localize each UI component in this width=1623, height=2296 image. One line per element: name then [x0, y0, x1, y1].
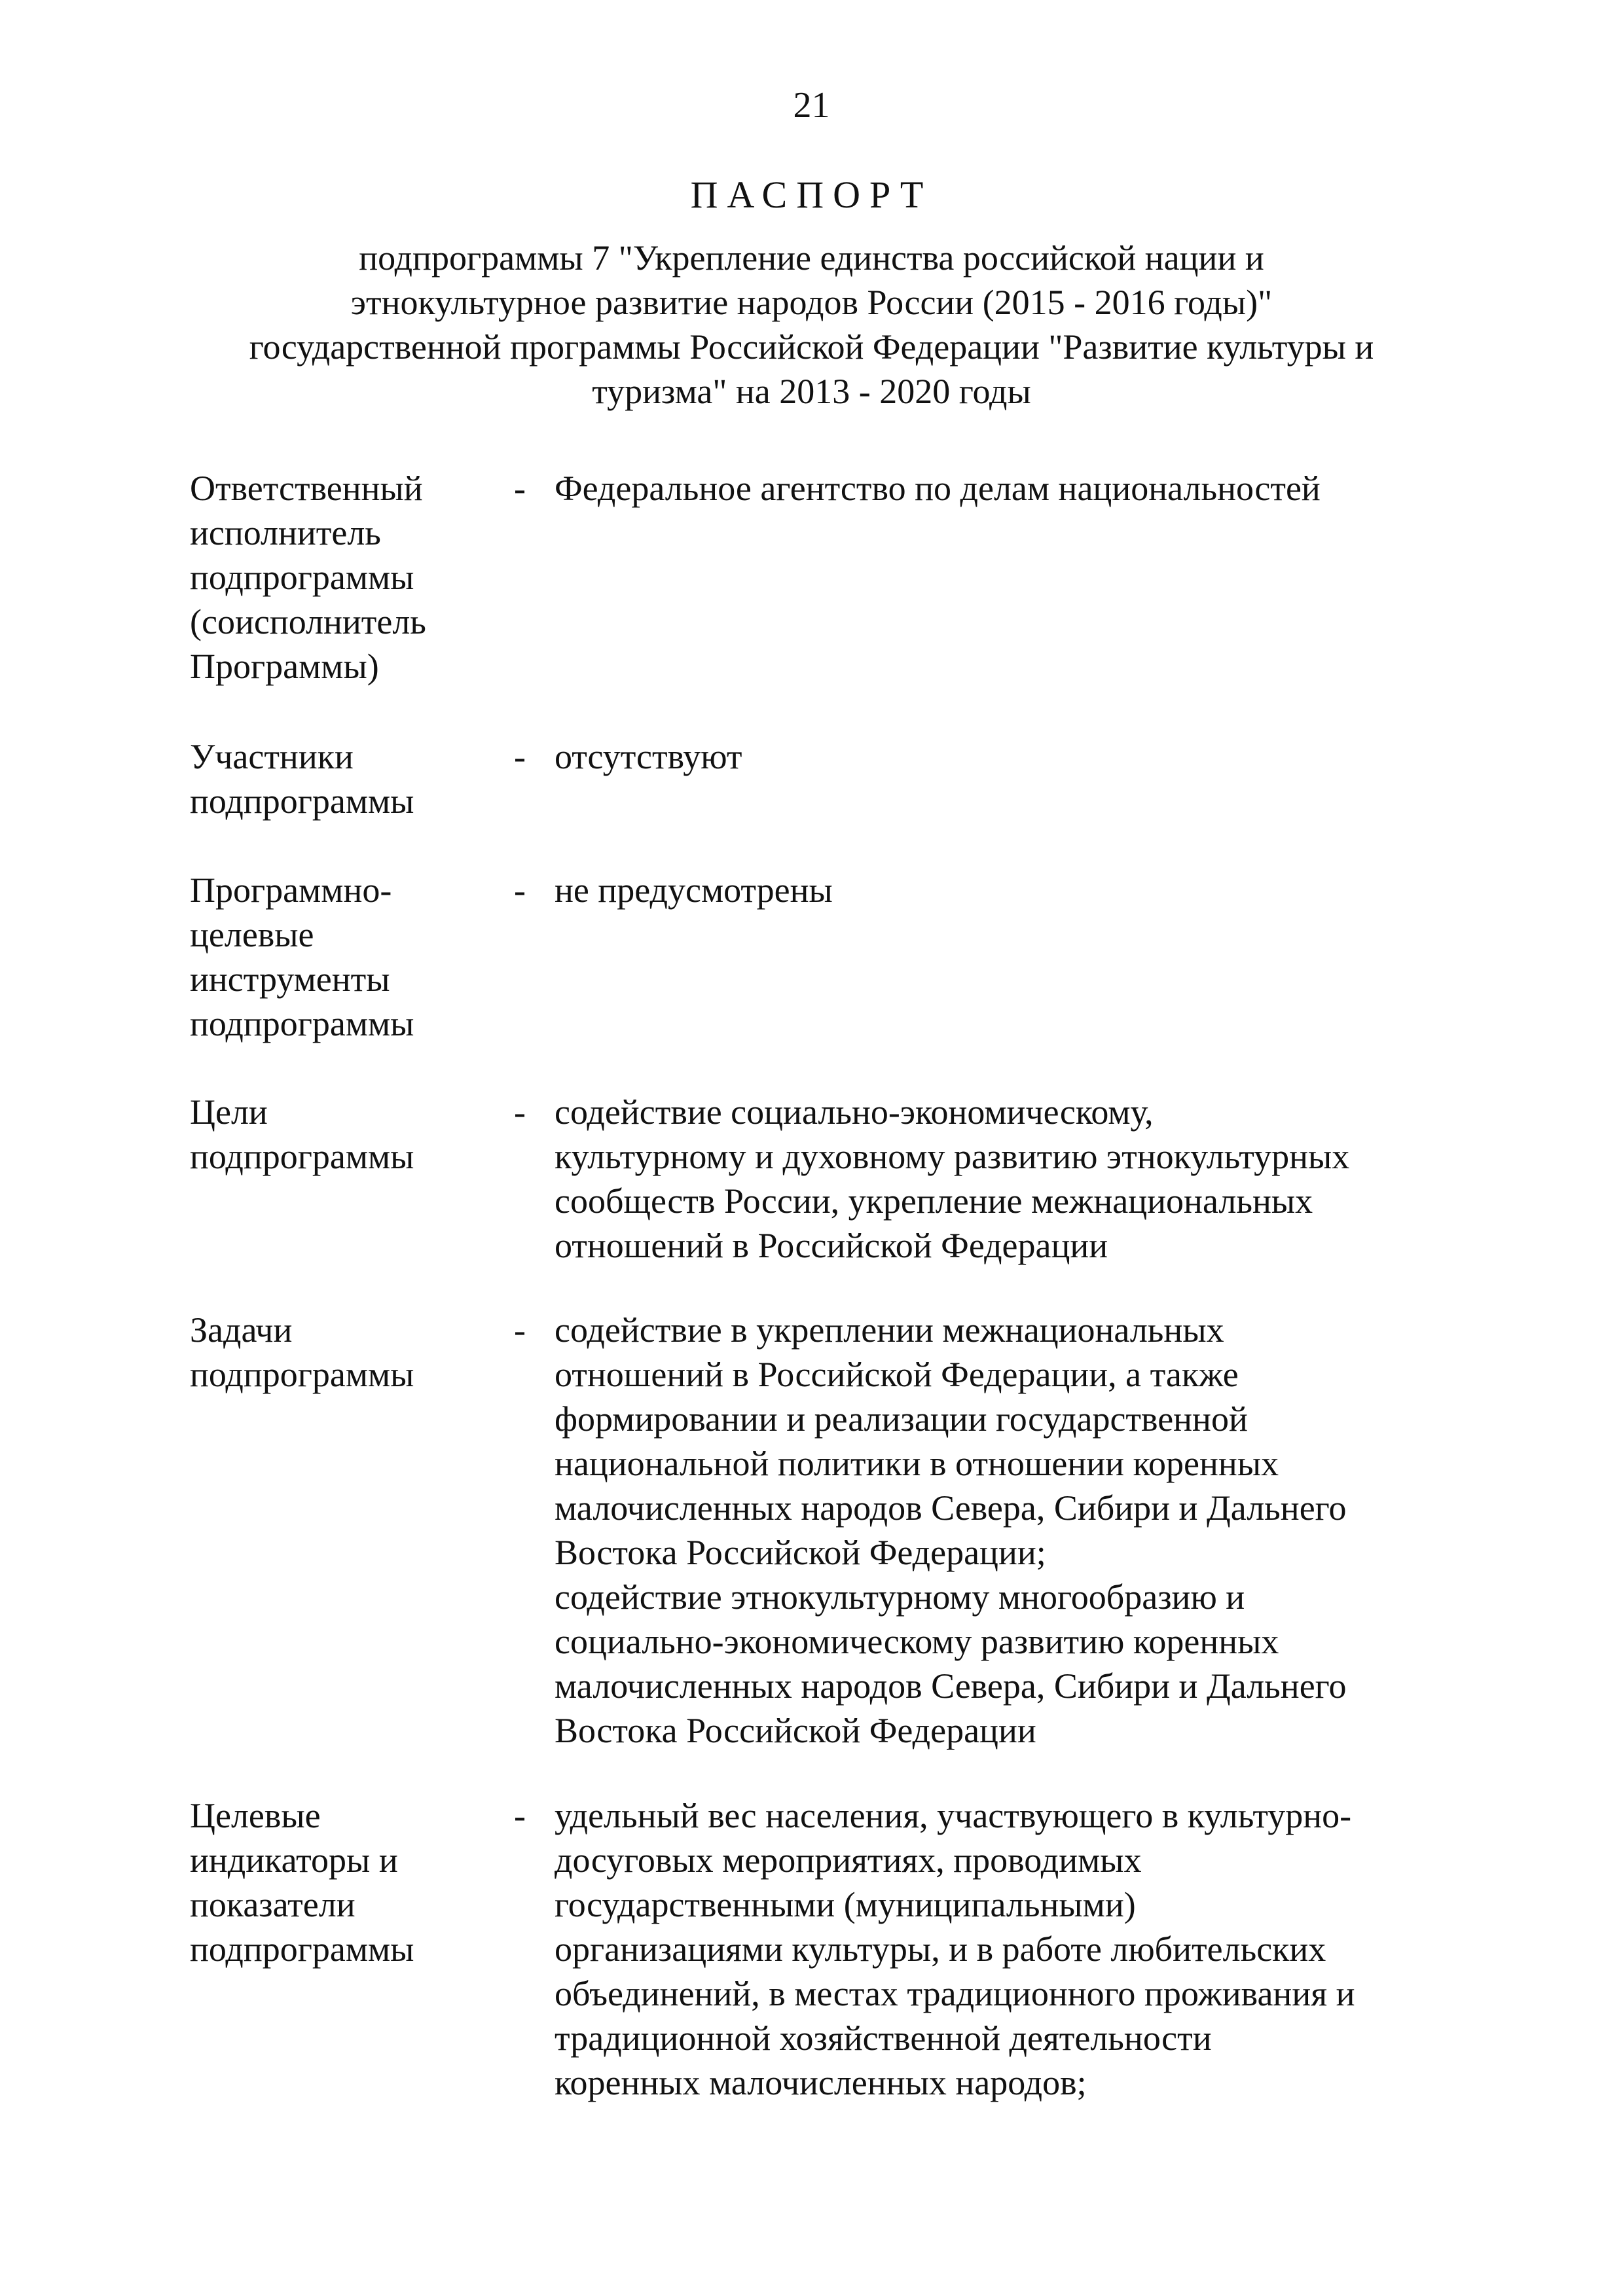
value-line: отношений в Российской Федерации, а также	[555, 1355, 1239, 1394]
label-line: Программы)	[190, 647, 379, 686]
row-label	[190, 1090, 491, 1179]
subtitle-line: подпрограммы 7 "Укрепление единства российской нации и	[359, 238, 1264, 278]
document-subtitle	[0, 236, 1623, 414]
label-line: Целевые	[190, 1796, 321, 1835]
label-line: Участники	[190, 737, 354, 776]
label-line: подпрограммы	[190, 1137, 414, 1176]
row-value	[555, 868, 1471, 912]
value-line: Федеральное агентство по делам национальностей	[555, 469, 1321, 508]
label-line: подпрограммы	[190, 558, 414, 597]
value-line: коренных малочисленных народов;	[555, 2063, 1087, 2102]
row-label	[190, 734, 491, 823]
document-title: ПАСПОРТ	[690, 173, 933, 216]
row-dash: -	[514, 469, 526, 508]
row-dash: -	[514, 870, 526, 910]
label-line: исполнитель	[190, 513, 381, 552]
label-line: индикаторы и	[190, 1840, 398, 1880]
value-line: досуговых мероприятиях, проводимых	[555, 1840, 1142, 1880]
value-line: сообществ России, укрепление межнациональных	[555, 1181, 1313, 1221]
page-number: 21	[793, 85, 830, 126]
value-line: отношений в Российской Федерации	[555, 1226, 1108, 1265]
value-line: государственными (муниципальными)	[555, 1885, 1136, 1924]
label-line: подпрограммы	[190, 1355, 414, 1394]
label-line: Цели	[190, 1092, 268, 1132]
value-line: культурному и духовному развитию этнокультурных	[555, 1137, 1350, 1176]
row-value	[555, 466, 1471, 511]
value-line: национальной политики в отношении коренных	[555, 1444, 1279, 1483]
label-line: подпрограммы	[190, 781, 414, 821]
row-label	[190, 1793, 491, 1971]
value-line: организациями культуры, и в работе любительских	[555, 1929, 1326, 1969]
row-value	[555, 1793, 1471, 2105]
value-line: удельный вес населения, участвующего в культурно-	[555, 1796, 1352, 1835]
value-line: не предусмотрены	[555, 870, 833, 910]
label-line: подпрограммы	[190, 1004, 414, 1043]
row-dash: -	[514, 1310, 526, 1350]
label-line: (соисполнитель	[190, 602, 426, 641]
label-line: инструменты	[190, 960, 390, 999]
value-line: отсутствуют	[555, 737, 742, 776]
subtitle-line: этнокультурное развитие народов России (2015 - 2016 годы)"	[350, 283, 1273, 322]
row-value	[555, 1090, 1471, 1268]
row-value	[555, 1308, 1471, 1753]
value-line: формировании и реализации государственной	[555, 1399, 1248, 1439]
row-dash: -	[514, 737, 526, 776]
label-line: показатели	[190, 1885, 356, 1924]
value-line: содействие социально-экономическому,	[555, 1092, 1154, 1132]
subtitle-line: государственной программы Российской Федерации "Развитие культуры и	[249, 327, 1374, 367]
row-label	[190, 1308, 491, 1397]
label-line: Задачи	[190, 1310, 293, 1350]
value-line: Востока Российской Федерации;	[555, 1533, 1046, 1572]
value-line: социально-экономическому развитию коренных	[555, 1622, 1279, 1661]
row-label	[190, 868, 491, 1046]
value-line: традиционной хозяйственной деятельности	[555, 2018, 1212, 2058]
value-line: малочисленных народов Севера, Сибири и Дальнего	[555, 1666, 1347, 1706]
value-line: Востока Российской Федерации	[555, 1711, 1036, 1750]
row-value	[555, 734, 1471, 779]
label-line: Ответственный	[190, 469, 423, 508]
value-line: содействие этнокультурному многообразию и	[555, 1577, 1245, 1617]
row-dash: -	[514, 1092, 526, 1132]
label-line: подпрограммы	[190, 1929, 414, 1969]
value-line: содействие в укреплении межнациональных	[555, 1310, 1224, 1350]
row-label	[190, 466, 491, 689]
label-line: Программно-	[190, 870, 392, 910]
subtitle-line: туризма" на 2013 - 2020 годы	[592, 372, 1031, 411]
value-line: объединений, в местах традиционного проживания и	[555, 1974, 1355, 2013]
label-line: целевые	[190, 915, 314, 954]
row-dash: -	[514, 1796, 526, 1835]
value-line: малочисленных народов Севера, Сибири и Дальнего	[555, 1488, 1347, 1528]
